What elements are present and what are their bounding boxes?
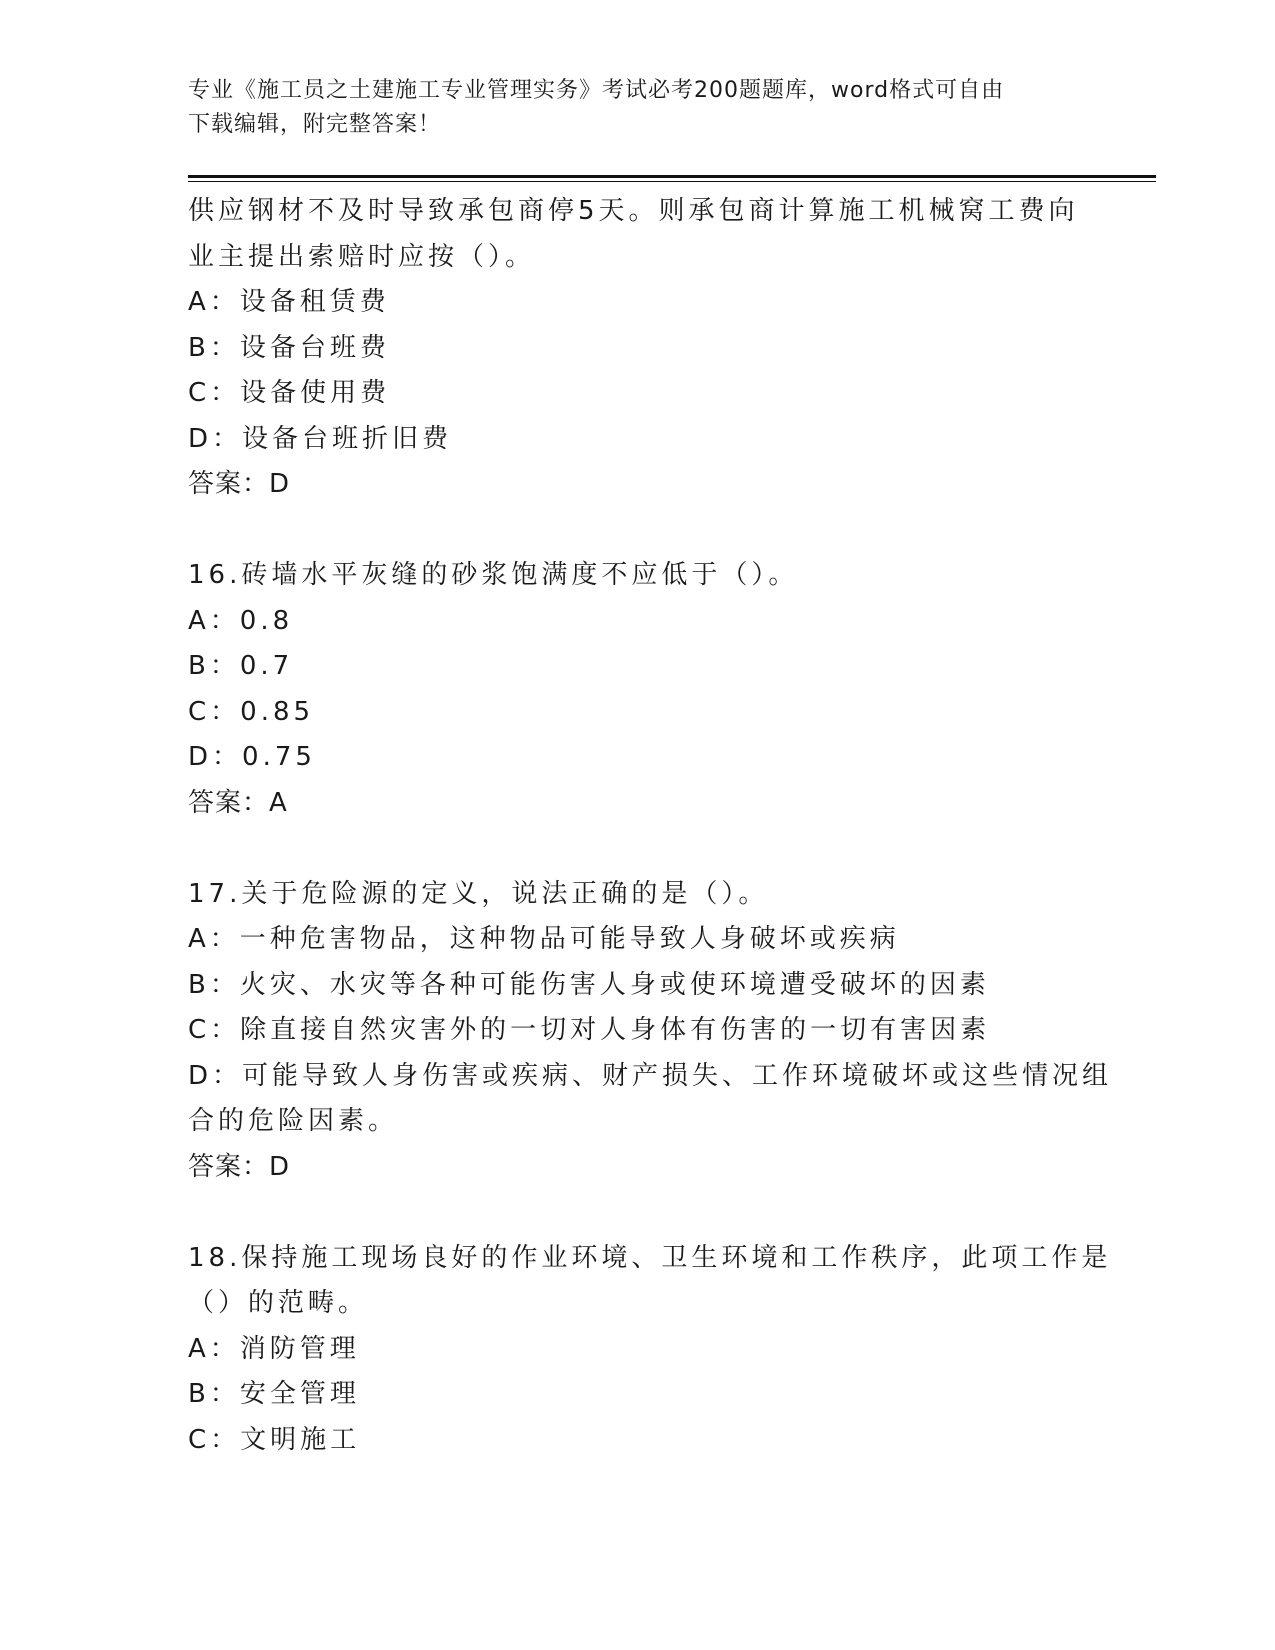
spacer	[188, 1190, 1088, 1236]
option-d: D：可能导致人身伤害或疾病、财产损失、工作环境破坏或这些情况组	[188, 1060, 1113, 1091]
header-divider-thick	[188, 175, 1156, 178]
question-stem: 业主提出索赔时应按（）。	[188, 241, 536, 272]
option-b: B：安全管理	[188, 1379, 360, 1409]
option-c: C：0.85	[188, 696, 315, 727]
option-a: A：消防管理	[188, 1333, 360, 1364]
question-stem: （）的范畴。	[188, 1288, 369, 1318]
option-d: D：设备台班折旧费	[188, 423, 453, 454]
spacer	[188, 508, 1088, 554]
option-b: B：火灾、水灾等各种可能伤害人身或使环境遭受破坏的因素	[188, 969, 990, 1000]
question-list	[188, 189, 1113, 1463]
option-c: C：设备使用费	[188, 378, 391, 408]
question-16	[188, 553, 1088, 826]
option-c: C：除直接自然灾害外的一切对人身体有伤害的一切有害因素	[188, 1015, 991, 1045]
option-d: D：0.75	[188, 742, 316, 772]
option-a: A：一种危害物品，这种物品可能导致人身破坏或疾病	[188, 924, 900, 954]
answer-line: 答案：D	[188, 469, 291, 499]
question-stem: 16.砖墙水平灰缝的砂浆饱满度不应低于（）。	[188, 560, 799, 590]
option-c: C：文明施工	[188, 1424, 361, 1455]
header-title-line-2: 下载编辑，附完整答案！	[188, 112, 442, 137]
document-header	[188, 74, 1088, 142]
spacer	[188, 826, 1088, 872]
answer-line: 答案：A	[188, 787, 288, 818]
option-b: B：设备台班费	[188, 332, 390, 363]
question-stem: 供应钢材不及时导致承包商停5天。则承包商计算施工机械窝工费向	[188, 196, 1079, 226]
question-18	[188, 1236, 1112, 1464]
question-stem: 18.保持施工现场良好的作业环境、卫生环境和工作秩序，此项工作是	[188, 1242, 1112, 1273]
option-b: B：0.7	[188, 651, 294, 681]
question-15	[188, 189, 1088, 508]
option-d-continued: 合的危险因素。	[188, 1106, 399, 1136]
header-title-line-1: 专业《施工员之土建施工专业管理实务》考试必考200题题库，word格式可自由	[188, 78, 1005, 103]
option-a: A：0.8	[188, 605, 294, 636]
answer-line: 答案：D	[188, 1151, 291, 1182]
question-stem: 17.关于危险源的定义，说法正确的是（）。	[188, 878, 769, 909]
question-17	[188, 872, 1113, 1191]
header-divider-thin	[188, 181, 1156, 182]
option-a: A：设备租赁费	[188, 287, 390, 317]
